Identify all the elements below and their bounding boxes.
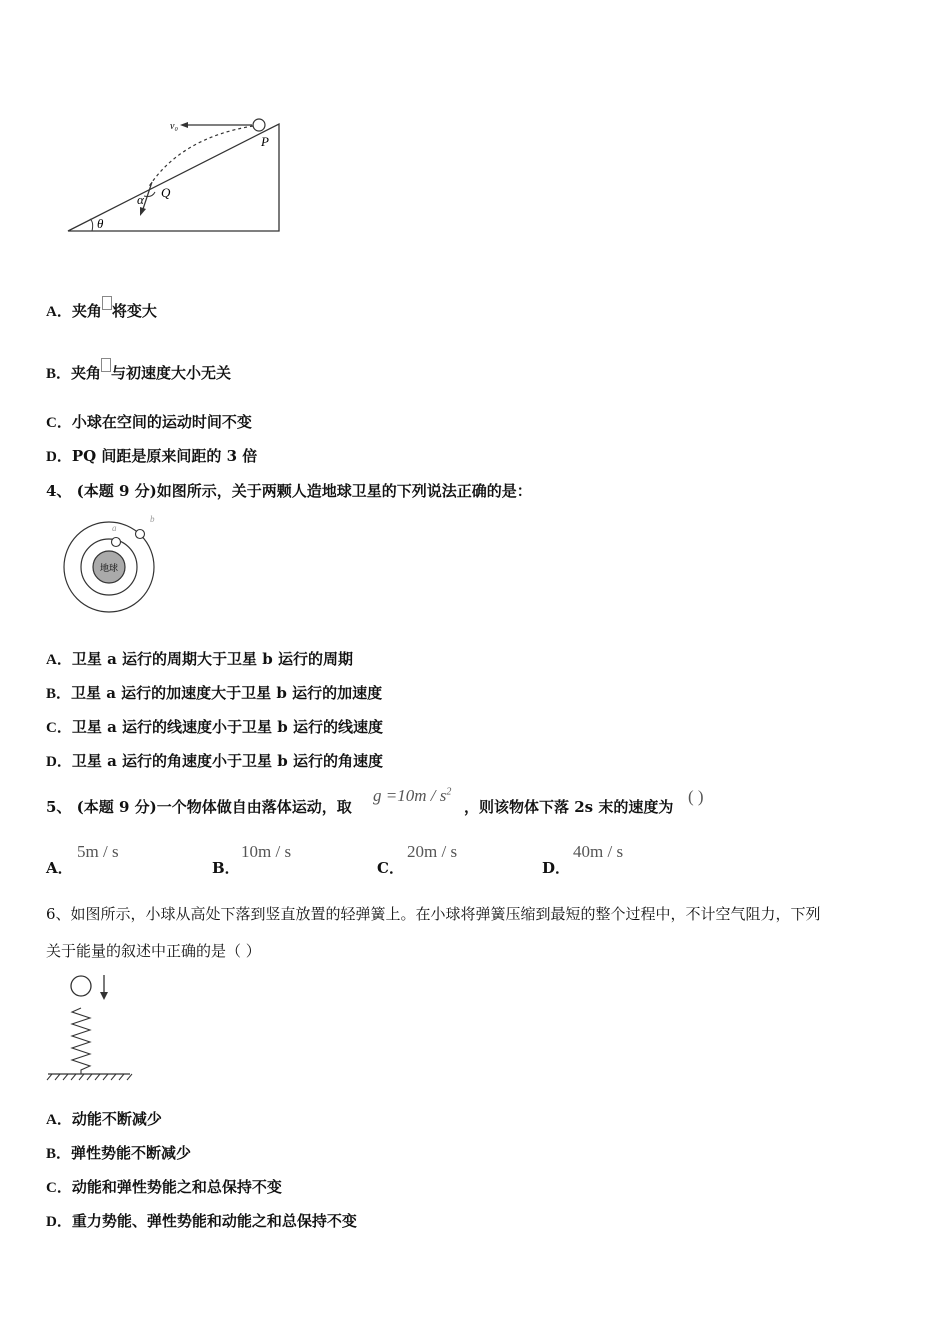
- theta-arc: [90, 219, 93, 231]
- q4-option-c[interactable]: C．卫星 a 运行的线速度小于卫星 b 运行的线速度: [46, 718, 383, 736]
- q6-stem-line1: 6、如图所示，小球从高处下落到竖直放置的轻弹簧上。在小球将弹簧压缩到最短的整个过程中，不计空气阻力，下列: [46, 905, 821, 923]
- satellite-b: [136, 530, 145, 539]
- incline-triangle: [68, 124, 279, 231]
- ball: [71, 976, 91, 996]
- q5-paren: ( ): [688, 787, 704, 806]
- q4-option-d[interactable]: D．卫星 a 运行的角速度小于卫星 b 运行的角速度: [46, 752, 383, 770]
- satellite-orbit-figure: [58, 510, 168, 614]
- q6-stem-line2: 关于能量的叙述中正确的是（ ）: [46, 942, 261, 960]
- alpha-label: α: [137, 192, 144, 207]
- theta-label: θ: [97, 216, 104, 231]
- q5-option-d-label[interactable]: D．: [542, 859, 571, 877]
- v0-arrowhead: [180, 122, 188, 128]
- q5-option-d-value: 40m / s: [573, 842, 624, 861]
- q5-formula: $g =10m / s^2$: [373, 786, 452, 805]
- q4-stem: 4、 (本题 9 分)如图所示，关于两颗人造地球卫星的下列说法正确的是：: [46, 482, 532, 500]
- incline-projectile-figure: [60, 108, 290, 240]
- alpha-arc: [144, 192, 155, 197]
- trajectory: [148, 126, 253, 188]
- q5-stem-post: ，则该物体下落 2s 末的速度为: [464, 798, 674, 816]
- q3-option-b[interactable]: B．夹角 与初速度大小无关: [46, 362, 231, 383]
- q3-option-d[interactable]: D．PQ 间距是原来间距的 3 倍: [46, 447, 258, 465]
- q5-option-c-value: 20m / s: [407, 842, 458, 861]
- satellite-a: [112, 538, 121, 547]
- earth-label: 地球: [99, 564, 119, 574]
- q-label: Q: [161, 185, 171, 200]
- q5-option-a-label[interactable]: A．: [46, 859, 73, 877]
- missing-glyph-icon: [102, 296, 112, 310]
- q3-option-c[interactable]: C．小球在空间的运动时间不变: [46, 413, 252, 431]
- fall-arrow-head: [100, 992, 108, 1000]
- ball: [253, 119, 265, 131]
- label-b: b: [150, 514, 155, 524]
- q4-option-a[interactable]: A．卫星 a 运行的周期大于卫星 b 运行的周期: [46, 650, 353, 668]
- q5-stem-pre: 5、 (本题 9 分)一个物体做自由落体运动，取: [46, 798, 352, 816]
- q6-option-a[interactable]: A．动能不断减少: [46, 1110, 162, 1128]
- ground-hatch: [47, 1074, 132, 1080]
- p-label: P: [261, 134, 269, 149]
- q5-option-b-label[interactable]: B．: [212, 859, 240, 877]
- q5-option-a-value: 5m / s: [77, 842, 119, 861]
- q5-option-c-label[interactable]: C．: [377, 859, 404, 877]
- q5-option-b-value: 10m / s: [241, 842, 292, 861]
- q6-option-c[interactable]: C．动能和弹性势能之和总保持不变: [46, 1178, 282, 1196]
- q3-option-a[interactable]: A．夹角 将变大: [46, 300, 157, 321]
- velocity-q-head: [140, 207, 146, 216]
- spring: [72, 1008, 90, 1074]
- missing-glyph-icon: [101, 358, 111, 372]
- q6-option-b[interactable]: B．弹性势能不断减少: [46, 1144, 192, 1162]
- q4-option-b[interactable]: B．卫星 a 运行的加速度大于卫星 b 运行的加速度: [46, 684, 383, 702]
- v0-label: v₀: [170, 121, 178, 132]
- spring-ball-figure: [44, 970, 136, 1086]
- label-a: a: [112, 523, 117, 533]
- q6-option-d[interactable]: D．重力势能、弹性势能和动能之和总保持不变: [46, 1212, 357, 1230]
